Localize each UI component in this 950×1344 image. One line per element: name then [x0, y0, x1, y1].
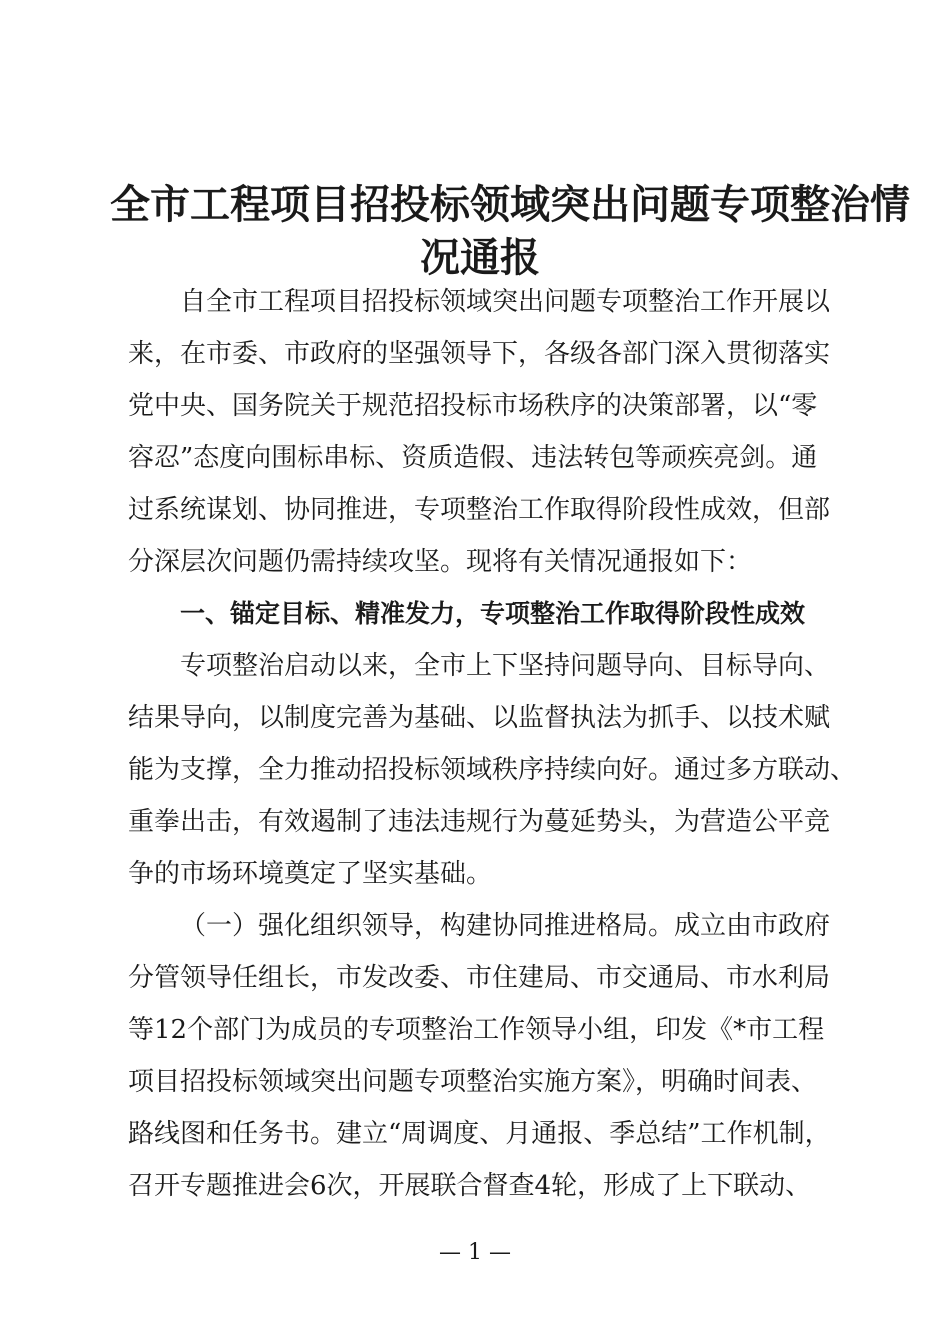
- paragraph-line: 项目招投标领域突出问题专项整治实施方案》，明确时间表、: [128, 1067, 818, 1097]
- paragraph-line: 争的市场环境奠定了坚实基础。: [128, 859, 493, 889]
- paragraph-line: （一）强化组织领导，构建协同推进格局。成立由市政府: [180, 911, 831, 941]
- paragraph-line: 结果导向，以制度完善为基础、以监督执法为抓手、以技术赋: [128, 703, 831, 733]
- paragraph-line: 专项整治启动以来，全市上下坚持问题导向、目标导向、: [180, 651, 831, 681]
- document-title-line-2: 况通报: [420, 234, 540, 281]
- paragraph-line: 分深层次问题仍需持续攻坚。现将有关情况通报如下：: [128, 547, 753, 577]
- paragraph-line: 分管领导任组长，市发改委、市住建局、市交通局、市水利局: [128, 963, 831, 993]
- paragraph-line: 容忍”态度向围标串标、资质造假、违法转包等顽疾亮剑。通: [128, 443, 818, 473]
- paragraph-line: 重拳出击，有效遏制了违法违规行为蔓延势头，为营造公平竞: [128, 807, 831, 837]
- paragraph-line: 过系统谋划、协同推进，专项整治工作取得阶段性成效，但部: [128, 495, 831, 525]
- paragraph-line: 等12个部门为成员的专项整治工作领导小组，印发《*市工程: [128, 1015, 825, 1045]
- section-heading: 一、锚定目标、精准发力，专项整治工作取得阶段性成效: [180, 599, 806, 628]
- paragraph-line: 自全市工程项目招投标领域突出问题专项整治工作开展以: [180, 287, 831, 317]
- paragraph-line: 路线图和任务书。建立“周调度、月通报、季总结”工作机制，: [128, 1119, 831, 1149]
- paragraph-line: 召开专题推进会6次，开展联合督查4轮，形成了上下联动、: [128, 1171, 812, 1201]
- document-title-line-1: 全市工程项目招投标领域突出问题专项整治情: [110, 181, 910, 228]
- page-number: — 1 —: [439, 1240, 511, 1265]
- paragraph-line: 党中央、国务院关于规范招投标市场秩序的决策部署，以“零: [128, 391, 818, 421]
- paragraph-line: 能为支撑，全力推动招投标领域秩序持续向好。通过多方联动、: [128, 755, 857, 785]
- paragraph-line: 来，在市委、市政府的坚强领导下，各级各部门深入贯彻落实: [128, 339, 831, 369]
